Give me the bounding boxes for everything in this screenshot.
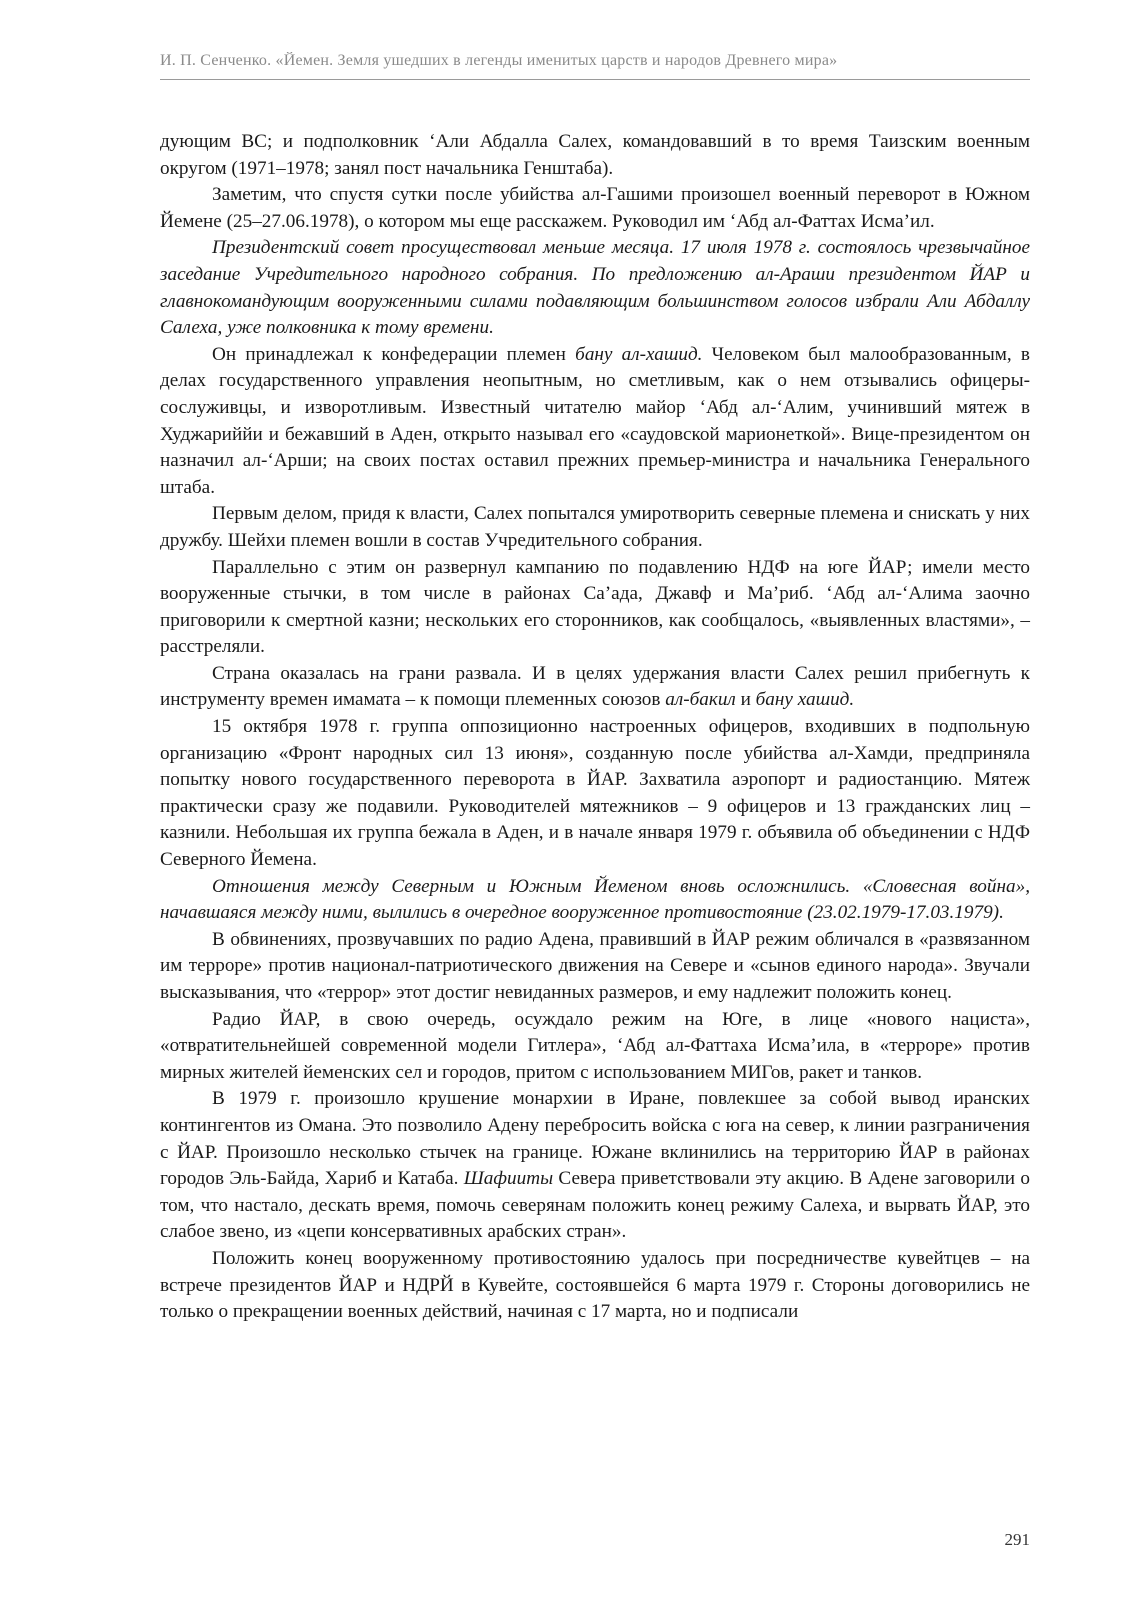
italic-term: бану ал-хашид.: [575, 343, 703, 365]
italic-term: Шафииты: [463, 1168, 554, 1190]
paragraph: В обвинениях, прозвучавших по радио Адена, правивший в ЙАР режим обличался в «развязанном им терроре» против национал-патриотического движения на Севере и «сынов единого народа». Звучали высказывания, что «террор» этот достиг невиданных размеров, и ему надлежит положить конец.: [160, 928, 1030, 1003]
paragraph: Заметим, что спустя сутки после убийства ал-Гашими произошел военный переворот в Южном Йемене (25–27.06.1978), о котором мы еще расскажем. Руководил им ‘Абд ал-Фаттах Исма’ил.: [160, 184, 1030, 232]
paragraph-text: Человеком был малообразованным, в делах государственного управления неопытным, но сметливым, как о нем отзывались офицеры-сослуживцы, и изворотливым. Известный читателю майор ‘Абд ал-‘Алим, учинивший мятеж в Худжариййи и бежавший в Аден, открыто называл его «саудовской марионеткой». Вице-президентом он назначил ал-‘Арши; на своих постах оставил прежних премьер-министра и начальника Генерального штаба.: [160, 343, 1030, 498]
paragraph: [160, 661, 1030, 714]
paragraph: дующим ВС; и подполковник ‘Али Абдалла Салех, командовавший в то время Таизским военным округом (1971–1978; занял пост начальника Генштаба).: [160, 131, 1030, 179]
page-number: 291: [1004, 1530, 1030, 1549]
paragraph-text: В 1979 г. произошло крушение монархии в Иране, повлекшее за собой вывод иранских контингентов из Омана. Это позволило Адену перебросить войска с юга на север, к линии разграничения с ЙАР. Произошло несколько стычек на границе. Южане вклинились на территорию ЙАР в районах городов Эль-Байда, Хариб и Катаба.: [160, 1088, 1030, 1190]
italic-paragraph: Президентский совет просуществовал меньше месяца. 17 июля 1978 г. состоялось чрезвычайное заседание Учредительного народного собрания. По предложению ал-Араши президентом ЙАР и главнокомандующим вооруженными силами подавляющим большинством голосов избрали Али Абдаллу Салеха, уже полковника к тому времени.: [160, 237, 1030, 339]
italic-term: бану хашид.: [755, 689, 855, 711]
body-text: [160, 129, 1030, 1326]
paragraph: Параллельно с этим он развернул кампанию по подавлению НДФ на юге ЙАР; имели место вооруженные стычки, в том числе в районах Са’ада, Джавф и Ма’риб. ‘Абд ал-‘Алима заочно приговорили к смертной казни; нескольких его сторонников, как сообщалось, «выявленных властями», – расстреляли.: [160, 556, 1030, 658]
paragraph: Радио ЙАР, в свою очередь, осуждало режим на Юге, в лице «нового нациста», «отвратительнейшей современной модели Гитлера», ‘Абд ал-Фаттаха Исма’ила, в «терроре» против мирных жителей йеменских сел и городов, притом с использованием МИГов, ракет и танков.: [160, 1008, 1030, 1083]
header-rule: [160, 79, 1030, 80]
italic-paragraph: Отношения между Северным и Южным Йеменом вновь осложнились. «Словесная война», начавшаяся между ними, вылились в очередное вооруженное противостояние (23.02.1979-17.03.1979).: [160, 875, 1030, 924]
running-header: И. П. Сенченко. «Йемен. Земля ушедших в легенды именитых царств и народов Древнего мира»: [160, 52, 838, 69]
paragraph-text: и: [735, 689, 756, 711]
italic-term: ал-бакил: [665, 689, 736, 711]
paragraph: Первым делом, придя к власти, Салех попытался умиротворить северные племена и снискать у них дружбу. Шейхи племен вошли в состав Учредительного собрания.: [160, 503, 1030, 551]
paragraph: [160, 342, 1030, 502]
paragraph-text: Страна оказалась на грани развала. И в целях удержания власти Салех решил прибегнуть к инструменту времен имамата – к помощи племенных союзов: [160, 662, 1030, 711]
paragraph: Положить конец вооруженному противостоянию удалось при посредничестве кувейтцев – на встрече президентов ЙАР и НДРЙ в Кувейте, состоявшейся 6 марта 1979 г. Стороны договорились не только о прекращении военных действий, начиная с 17 марта, но и подписали: [160, 1247, 1030, 1323]
paragraph-text: Севера приветствовали эту акцию. В Адене заговорили о том, что настало, дескать время, помочь северянам положить конец режиму Салеха, и вырвать ЙАР, это слабое звено, из «цепи консервативных арабских стран».: [160, 1168, 1030, 1243]
paragraph: 15 октября 1978 г. группа оппозиционно настроенных офицеров, входивших в подпольную организацию «Фронт народных сил 13 июня», созданную после убийства ал-Хамди, предприняла попытку нового государственного переворота в ЙАР. Захватила аэропорт и радиостанцию. Мятеж практически сразу же подавили. Руководителей мятежников – 9 офицеров и 13 гражданских лиц – казнили. Небольшая их группа бежала в Аден, и в начале января 1979 г. объявила об объединении с НДФ Северного Йемена.: [160, 716, 1030, 871]
paragraph: [160, 1086, 1030, 1246]
paragraph-text: Он принадлежал к конфедерации племен: [212, 343, 576, 365]
